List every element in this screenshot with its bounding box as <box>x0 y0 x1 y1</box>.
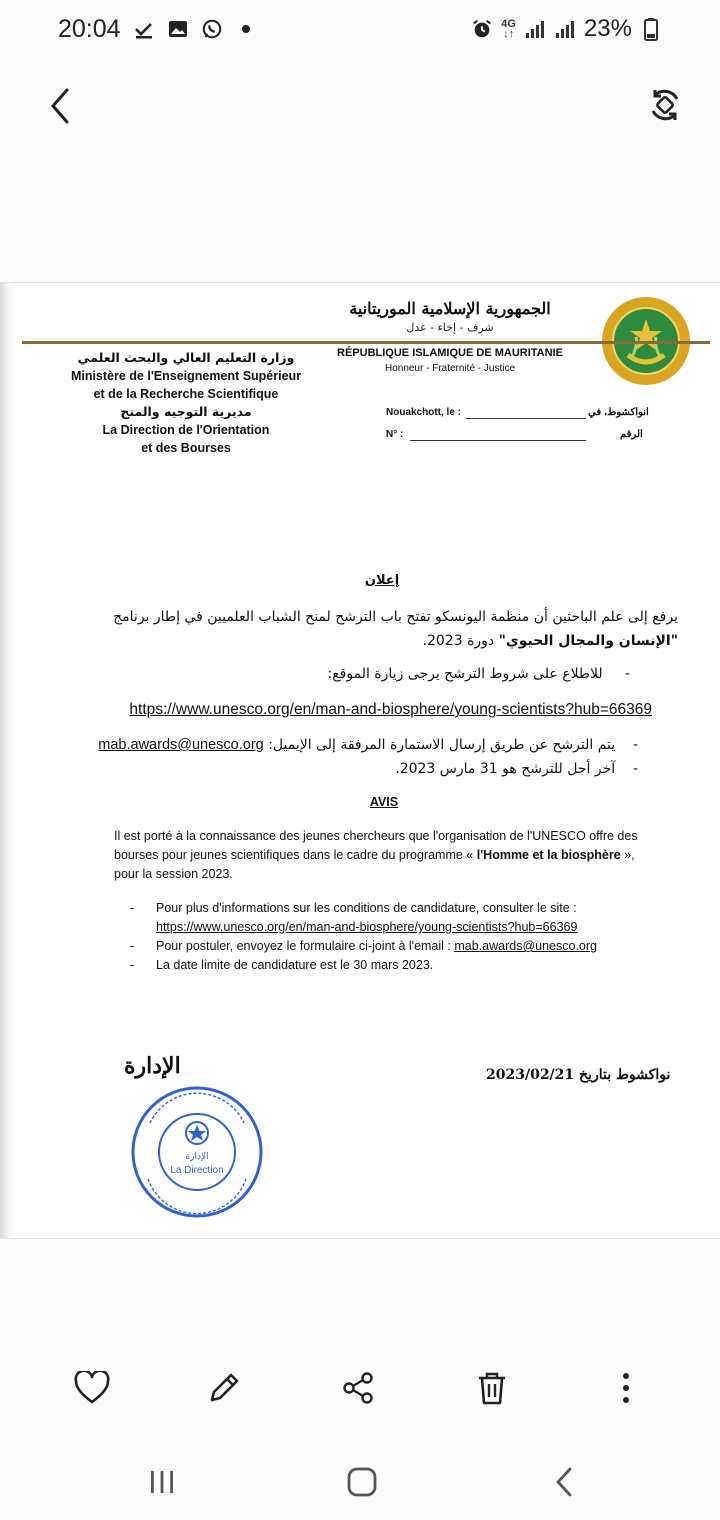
viewer-toolbar <box>0 1350 720 1426</box>
favorite-button[interactable] <box>70 1366 114 1410</box>
french-bullet-list <box>130 899 660 975</box>
signature-arabic: الإدارة <box>124 1053 181 1079</box>
announcement-arabic-paragraph: يرفع إلى علم الباحثين أن منظمة اليونسكو تفتح باب الترشح لمنح الشباب العلميين في إطار برنامج "الإنسان والمجال الحيوي" دورة 2023. <box>113 609 678 649</box>
delete-button[interactable] <box>470 1366 514 1410</box>
recent-apps-button[interactable] <box>140 1462 184 1502</box>
scan-edge <box>0 283 14 1239</box>
document-image[interactable] <box>0 282 720 1239</box>
number-label: N° : <box>386 429 404 440</box>
header-arabic-motto: شرف - إخاء - عدل <box>406 321 494 334</box>
pencil-icon <box>206 1370 242 1406</box>
whatsapp-icon <box>201 18 223 40</box>
arabic-bullet-3: - آخر أجل للترشح هو 31 مارس 2023. <box>395 761 638 777</box>
svg-text:La Direction: La Direction <box>170 1165 224 1176</box>
nouakchott-line <box>466 418 586 419</box>
announcement-arabic-title: إعلان <box>364 573 400 588</box>
french-bullet-2: - Pour postuler, envoyez le formulaire ci-joint à l'email : mab.awards@unesco.org <box>130 939 597 953</box>
trash-icon <box>475 1370 509 1406</box>
nouakchott-label: Nouakchott, le : <box>386 407 462 418</box>
share-icon <box>340 1370 376 1406</box>
rotate-screen-icon <box>647 87 683 123</box>
battery-icon <box>640 18 662 40</box>
french-email-link[interactable]: mab.awards@unesco.org <box>454 939 597 953</box>
chevron-left-icon <box>45 86 75 126</box>
battery-percent: 23% <box>583 15 632 42</box>
system-navigation-bar <box>0 1444 720 1520</box>
header-rule <box>22 341 710 344</box>
edit-button[interactable] <box>202 1366 246 1410</box>
more-options-button[interactable] <box>604 1366 648 1410</box>
french-bullet-1: - Pour plus d'informations sur les conditions de candidature, consulter le site : https://www.unesco.org/en/man-and-biosphere/young-scientists?hub=66369 <box>130 901 578 934</box>
status-bar <box>0 0 720 58</box>
download-done-icon <box>133 18 155 40</box>
nouakchott-arabic-label: انواكشوط، في <box>588 407 649 418</box>
gallery-notification-icon <box>167 18 189 40</box>
signal-2-icon <box>554 18 576 40</box>
alarm-icon <box>471 18 493 40</box>
chevron-left-icon <box>553 1466 575 1498</box>
french-url-link[interactable]: https://www.unesco.org/en/man-and-biosphere/young-scientists?hub=66369 <box>156 920 578 934</box>
status-time: 20:04 <box>58 14 121 43</box>
arabic-email-link[interactable]: mab.awards@unesco.org <box>98 737 264 753</box>
header-arabic-title: الجمهورية الإسلامية الموريتانية <box>349 299 551 318</box>
home-icon <box>346 1466 378 1498</box>
french-bullet-3: - La date limite de candidature est le 30 mars 2023. <box>130 958 434 972</box>
direction-french-2: et des Bourses <box>141 441 231 455</box>
header-french-motto: Honneur - Fraternité - Justice <box>384 363 516 374</box>
svg-text:الإدارة: الإدارة <box>185 1152 209 1162</box>
header-french-title: RÉPUBLIQUE ISLAMIQUE DE MAURITANIE <box>337 347 563 359</box>
heart-icon <box>74 1371 110 1405</box>
official-stamp-icon <box>128 1083 266 1221</box>
network-type: 4G ↓↑ <box>501 18 516 40</box>
direction-arabic: مديرية التوجيه والمنح <box>120 404 252 419</box>
share-button[interactable] <box>336 1366 380 1410</box>
ministry-french-1: Ministère de l'Enseignement Supérieur <box>70 369 302 383</box>
arabic-bullet-1: - للاطلاع على شروط الترشح يرجى زيارة الموقع: <box>327 666 630 682</box>
number-arabic-label: الرقم <box>620 429 643 440</box>
number-line <box>410 440 586 441</box>
signal-1-icon <box>524 18 546 40</box>
more-vertical-icon <box>621 1371 631 1405</box>
recent-apps-icon <box>147 1467 177 1497</box>
ministry-french-2: et de la Recherche Scientifique <box>93 387 279 401</box>
announcement-french-paragraph: Il est porté à la connaissance des jeunes chercheurs que l'organisation de l'UNESCO offre des bourses pour jeunes scientifiques dans le cadre du programme « l'Homme et la biosphère », pour la session 2023. <box>114 829 638 881</box>
announcement-french-title: AVIS <box>369 795 399 809</box>
nav-back-button[interactable] <box>542 1462 586 1502</box>
top-app-bar <box>0 70 720 142</box>
more-notifications-dot-icon <box>235 18 257 40</box>
rotate-button[interactable] <box>640 80 690 130</box>
back-button[interactable] <box>36 82 84 130</box>
document-date-arabic: نواكشوط بتاريخ 2023/02/21 <box>486 1067 671 1083</box>
direction-french-1: La Direction de l'Orientation <box>102 423 270 437</box>
home-button[interactable] <box>340 1462 384 1502</box>
arabic-bullet-2: - يتم الترشح عن طريق إرسال الاستمارة المرفقة إلى الإيميل: mab.awards@unesco.org <box>98 737 638 753</box>
ministry-block <box>56 349 316 457</box>
arabic-url-link[interactable]: https://www.unesco.org/en/man-and-biosphere/young-scientists?hub=66369 <box>129 701 652 718</box>
ministry-arabic: وزارة التعليم العالي والبحث العلمي <box>77 350 295 365</box>
